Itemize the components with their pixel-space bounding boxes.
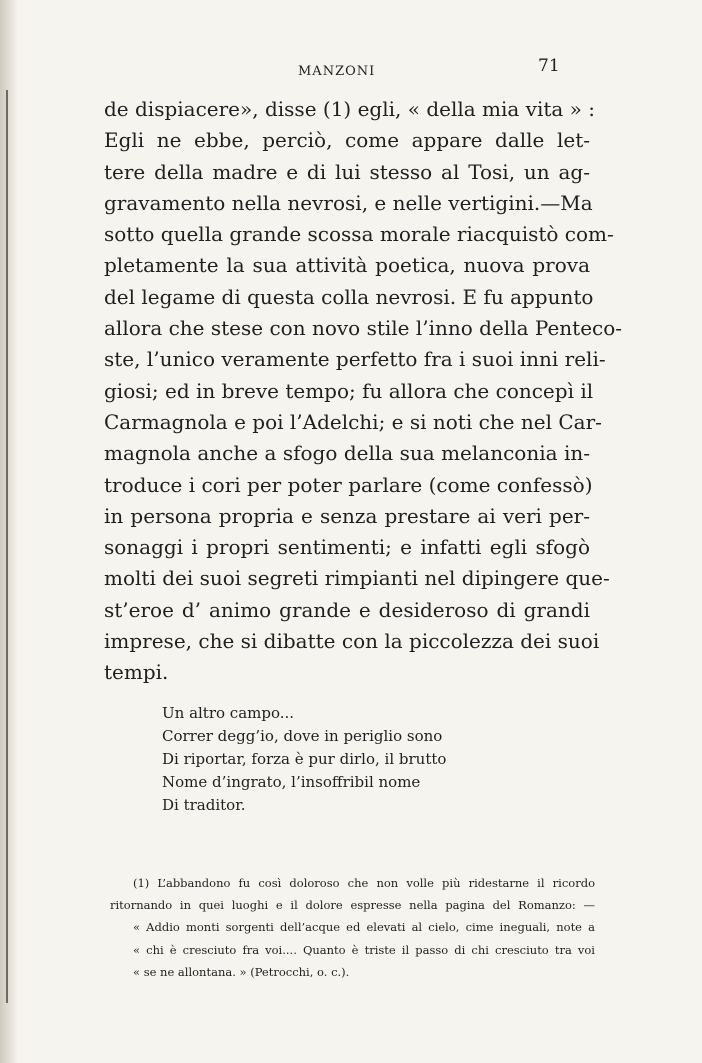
body-line: st’eroe d’ animo grande e desideroso di grandi bbox=[104, 597, 590, 622]
body-line: de dispiacere», disse (1) egli, « della mia vita » : bbox=[104, 97, 596, 121]
footnote-line: (1) L’abbandono fu così doloroso che non volle più ridestarne il ricordo bbox=[133, 876, 595, 890]
footnote-line: « chi è cresciuto fra voi.... Quanto è triste il passo di chi cresciuto tra voi bbox=[133, 942, 595, 957]
footnote-line: ritornando in quei luoghi e il dolore espresse nella pagina del Romanzo: — bbox=[110, 898, 595, 913]
body-line: imprese, che si dibatte con la piccolezza dei suoi bbox=[104, 629, 600, 654]
body-line: in persona propria e senza prestare ai veri per- bbox=[104, 503, 590, 528]
body-line: sonaggi i propri sentimenti; e infatti egli sfogò bbox=[104, 535, 590, 560]
verse-line: Un altro campo... bbox=[162, 704, 295, 722]
body-line: Carmagnola e poi l’Adelchi; e si noti che nel Car- bbox=[104, 409, 602, 434]
verse-quotation bbox=[162, 702, 446, 817]
body-line: pletamente la sua attività poetica, nuova prova bbox=[104, 253, 590, 278]
body-line: ste, l’unico veramente perfetto fra i suoi inni reli- bbox=[104, 347, 606, 372]
verse-line: Di traditor. bbox=[162, 796, 246, 814]
running-header: MANZONI bbox=[298, 64, 376, 79]
page-number: 71 bbox=[538, 56, 560, 76]
verse-line: Di riportar, forza è pur dirlo, il brutto bbox=[162, 750, 447, 768]
body-paragraph bbox=[104, 94, 623, 689]
body-line: tempi. bbox=[104, 660, 169, 685]
verse-line: Nome d’ingrato, l’insoffribil nome bbox=[162, 773, 421, 791]
body-line: giosi; ed in breve tempo; fu allora che concepì il bbox=[104, 378, 594, 403]
footnote bbox=[110, 872, 595, 983]
binding-line bbox=[6, 90, 8, 1003]
body-line: allora che stese con novo stile l’inno della Penteco- bbox=[104, 316, 623, 341]
body-line: Egli ne ebbe, perciò, come appare dalle let- bbox=[104, 128, 590, 153]
body-line: tere della madre e di lui stesso al Tosi, un ag- bbox=[104, 159, 590, 184]
footnote-line: « se ne allontana. » (Petrocchi, o. c.). bbox=[133, 964, 350, 979]
body-line: sotto quella grande scossa morale riacquistò com- bbox=[104, 222, 614, 247]
body-line: gravamento nella nevrosi, e nelle vertigini.—Ma bbox=[104, 190, 593, 215]
body-line: magnola anche a sfogo della sua melanconia in- bbox=[104, 441, 590, 466]
body-line: del legame di questa colla nevrosi. E fu appunto bbox=[104, 284, 594, 309]
footnote-line: « Addio monti sorgenti dell’acque ed elevati al cielo, cime ineguali, note a bbox=[133, 920, 595, 935]
page-binding-edge bbox=[0, 0, 18, 1063]
verse-line: Correr degg’io, dove in periglio sono bbox=[162, 727, 443, 745]
body-line: molti dei suoi segreti rimpianti nel dipingere que- bbox=[104, 566, 610, 591]
body-line: troduce i cori per poter parlare (come confessò) bbox=[104, 472, 593, 497]
